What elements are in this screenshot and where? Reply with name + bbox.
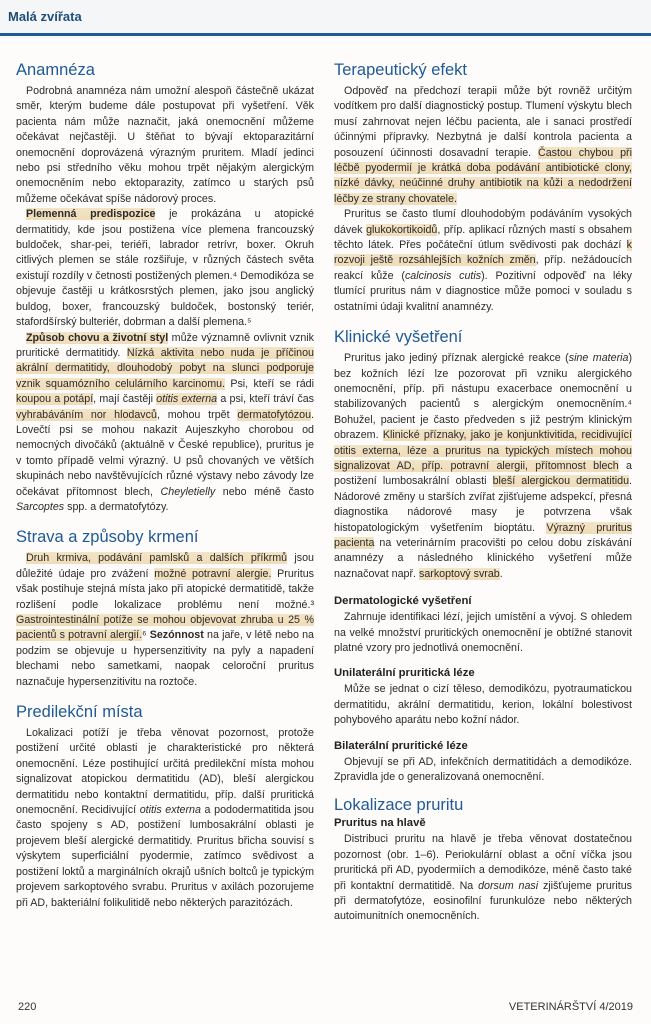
text: spp. a dermatofytózy.	[64, 500, 169, 513]
highlight: možné potravní alergie.	[154, 567, 272, 580]
highlight: otitis externa	[156, 393, 218, 406]
section-unilateralni	[334, 666, 632, 728]
section-title: Malá zvířata	[8, 9, 82, 24]
italic-term: otitis externa	[139, 804, 201, 817]
highlight: Gastrointestinální potíže se mohou objevovat zhruba u 25 % pacientů s potravní alergií.	[16, 614, 314, 642]
paragraph: Objevují se při AD, infekčních dermatitidách a demodikóze. Zpravidla jde o generalizovaná onemocnění.	[334, 755, 632, 784]
text: ) bez kožních lézí lze pozorovat při vzniku alergického onemocnění, příp. při nástupu exacerbace onemocnění u stabilizovaných pacientů s alergickým onemocněním.⁴ Bohužel, pacient je často předveden s již pestrým klinickým obrazem.	[334, 352, 633, 442]
highlight: Klinické příznaky, jako je konjunktivitida, recidivující otitis externa, léze a pruritus na typických místech mohou signalizovat AD, příp. potravní alergii, přítomnost blech	[334, 429, 632, 472]
heading-terapeuticky: Terapeutický efekt	[334, 61, 467, 79]
highlight: sarkoptový svrab	[418, 567, 500, 580]
text: ⁶	[142, 629, 150, 642]
text: ). Pozitivní odpověď na léky tlumící pruritus nám v diagnostice může pomoci v souladu s ostatními údaji kvalitní anamnézy.	[334, 269, 632, 313]
heading-strava: Strava a způsoby krmení	[16, 528, 199, 547]
highlight: Plemenná predispozice	[26, 208, 156, 221]
paragraph	[16, 207, 314, 330]
paragraph: Podrobná anamnéza nám umožní alespoň částečně ukázat směr, kterým budeme dále postupovat při vyšetření. Věk pacienta nám může naznačit, jaká onemocnění můžeme očekávat nejčastěji. U štěňat to bývají ektoparazitární onemocnění doprovázená výrazným pruritem. Mladí jedinci nebo psi středního věku mohou trpět nějakým alergickým onemocněním nebo ektoparazity, zatímco u starých psů můžeme očekávat spíše nádorový proces.	[16, 85, 314, 205]
heading-predilekcni: Predilekční místa	[16, 703, 143, 722]
text: zjišťujeme pruritus při dermatofytóze, eosinofilní furunkulóze nebo některých autoimunitních onemocněních.	[334, 879, 632, 923]
italic-term: calcinosis cutis	[404, 269, 482, 282]
journal-issue: VETERINÁRŠTVÍ 4/2019	[508, 1001, 633, 1013]
heading-bilateralni: Bilaterální pruritické léze	[334, 739, 468, 752]
highlight: Častou chybou při léčbě pyodermií je krátká doba podávání antibiotické clony, nízké dávky, neúčinné druhy antibiotik na kůži a nedodržení léčby ze strany chovatele.	[334, 146, 632, 205]
section-klinicke	[334, 327, 632, 582]
italic-term: Cheyletielly	[160, 485, 216, 498]
text: je prokázána u atopické dermatitidy, kde jsou postižena více plemena francouzský buldoček, shar-pei, teriéři, labrador retrívr, boxer. Okruh citlivých plemen se stále rozšiřuje, v různých částech světa existují rozdíly v četnosti postižených plemen.⁴ Demodikóza se objevuje častěji u krátkosrstých plemen, jako jsou anglický buldog, boxer, francouzský buldoček, bostonský teriér, stafordšírský bulteriér, dobrman a další plemena.⁵	[16, 208, 314, 329]
paragraph	[334, 832, 632, 924]
highlight: dermatofytózou	[237, 408, 312, 421]
page-number: 220	[18, 1001, 37, 1013]
text: , mohou trpět	[156, 408, 238, 421]
highlight: Nízká aktivita nebo nuda je příčinou akrální dermatitidy, dlouhodobý pobyt na slunci podporuje vznik squamózního celulárního karcinomu.	[16, 346, 314, 390]
page-header	[0, 0, 651, 38]
text: může významně ovlivnit vznik pruritické dermatitidy.	[16, 331, 314, 359]
right-column	[334, 60, 632, 937]
text: jsou důležité údaje pro zvážení	[16, 552, 314, 580]
text: .	[499, 567, 503, 580]
left-column	[16, 60, 314, 923]
paragraph	[16, 331, 314, 516]
text: a postižení lumbosakrální oblasti	[334, 459, 632, 488]
heading-klinicke: Klinické vyšetření	[334, 328, 463, 347]
paragraph	[16, 726, 314, 911]
highlight: vyhrabáváním nor hlodavců	[16, 408, 157, 421]
text: Lokalizaci potíží je třeba věnovat pozornost, protože postižení určité oblasti je charakteristické pro některá onemocnění. Léze postihující určitá predilekční místa mohou signalizovat atopickou dermatitidu (AD), bleší alergickou dermatitidu nebo kontaktní dermatitidu, příp. další pruritická onemocnění. Recidivující	[16, 727, 314, 817]
highlight: k rozvoji ještě rozsáhlejších kožních změn	[334, 239, 632, 267]
text: a psi, kteří tráví čas	[217, 393, 314, 406]
section-predilekcni	[16, 702, 314, 911]
text: , mají častěji	[93, 393, 157, 406]
text: Pruritus se často tlumí dlouhodobým podáváním vysokých dávek	[334, 208, 632, 236]
header-rule	[0, 33, 651, 36]
text: Odpověď na předchozí terapii může být rovněž určitým vodítkem pro další diagnostický postup. Tlumení výskytu blech musí zahrnovat nejen léčbu pacienta, ale i sanaci prostředí účinnými přípravky. Nezbytná je další kontrola pacienta a posouzení účinnosti dosavadní terapie.	[334, 85, 632, 159]
section-terapeuticky	[334, 60, 632, 315]
paragraph	[334, 84, 632, 207]
italic-term: sine materia	[568, 352, 629, 365]
italic-term: dorsum nasi	[478, 879, 539, 892]
paragraph	[334, 207, 632, 315]
section-strava	[16, 527, 314, 690]
text: , příp. aplikací různých mastí s obsahem těchto látek. Přes počáteční útlum svědivosti pak dochází	[334, 223, 632, 252]
text: na jaře, v létě nebo na podzim se objevuje u hypersenzitivity na pyly a napadení blechami nebo sametkami, naopak celoroční pruritus naznačuje hypersenzitivitu na roztoče.	[16, 629, 315, 688]
text: Pruritus jako jediný příznak alergické reakce (	[344, 352, 569, 365]
text: Psi, kteří se rádi	[225, 377, 314, 390]
text: nebo méně často	[215, 485, 314, 498]
text: na veterinárním pracovišti po celou dobu získávání anamnézy a následného klinického vyšetření může naznačovat např.	[334, 536, 632, 580]
paragraph	[16, 551, 314, 690]
subheading-hlava: Pruritus na hlavě	[334, 817, 426, 830]
text: . Lovečtí psi se mohou nakazit Aujeszkyho chorobou od nemocných divočáků (aktuálně v České republice), pruritus je v tomto případě velmi výrazný. U psů chovaných ve větších skupinách nebo navštěvujících různé výstavy nebo závody lze očekávat přítomnost blech,	[16, 408, 314, 498]
text: . Nádorové změny u starších zvířat zjišťujeme adspekcí, přesná diagnostika nádorové masy je potvrzena však histopatologickým vyšetřením bioptátu.	[334, 475, 632, 534]
bold-term: Sezónnost	[149, 629, 204, 642]
section-dermatologicke	[334, 594, 632, 656]
text: Pruritus však postihuje stejná místa jako při atopické dermatitidě, takže rozlišení podle lokalizace problému není možné.³	[16, 567, 314, 611]
paragraph	[334, 351, 632, 582]
text: Distribuci pruritu na hlavě je třeba věnovat dostatečnou pozornost (obr. 1–6). Periokulární oblast a oční víčka jsou pruritická při AD, pyodermiích a demodikóze, méně často také při kontaktní dermatitidě. Na	[334, 833, 632, 892]
heading-anamneza: Anamnéza	[16, 61, 95, 79]
highlight: Způsob chovu a životní styl	[26, 331, 169, 344]
heading-unilateralni: Unilaterální pruritická léze	[334, 667, 475, 680]
highlight: Výrazný pruritus pacienta	[334, 521, 633, 549]
text: a pododermatitida jsou často spojeny s AD, postižení lumbosakrální oblasti je projevem bleší alergické dermatitidy. Pruritus břicha souvisí s výskytem superficiální pyodermie, zatímco svědivost a postižení loktů a marginálních okrajů ušních boltců je typickým projevem sarkoptového svrabu. Pruritus v axilách pozorujeme při AD, bakteriální folikulitidě nebo některých parazitózách.	[16, 804, 315, 909]
text: , příp. nežádoucích reakcí kůže (	[334, 254, 632, 282]
section-lokalizace	[334, 795, 632, 924]
paragraph: Může se jednat o cizí těleso, demodikózu, pyotraumatickou dermatitidu, akrální dermatitidu, kerion, lokální bolestivost pohybového aparátu nebo kožní nádor.	[334, 683, 632, 727]
section-anamneza	[16, 60, 314, 515]
highlight: bleší alergickou dermatitidu	[492, 475, 630, 488]
highlight: glukokortikoidů	[366, 223, 438, 236]
paragraph: Zahrnuje identifikaci lézí, jejich umístění a vývoj. S ohledem na velké množství pruritických onemocnění je obtížné stanovit platné vzory pro jednotlivá onemocnění.	[334, 611, 632, 654]
heading-lokalizace: Lokalizace pruritu	[334, 796, 464, 815]
italic-term: Sarcoptes	[16, 500, 65, 513]
heading-dermatologicke: Dermatologické vyšetření	[334, 595, 472, 608]
highlight: koupou a potápí	[16, 393, 94, 406]
section-bilateralni	[334, 739, 632, 786]
highlight: Druh krmiva, podávání pamlsků a dalších příkrmů	[26, 552, 288, 565]
